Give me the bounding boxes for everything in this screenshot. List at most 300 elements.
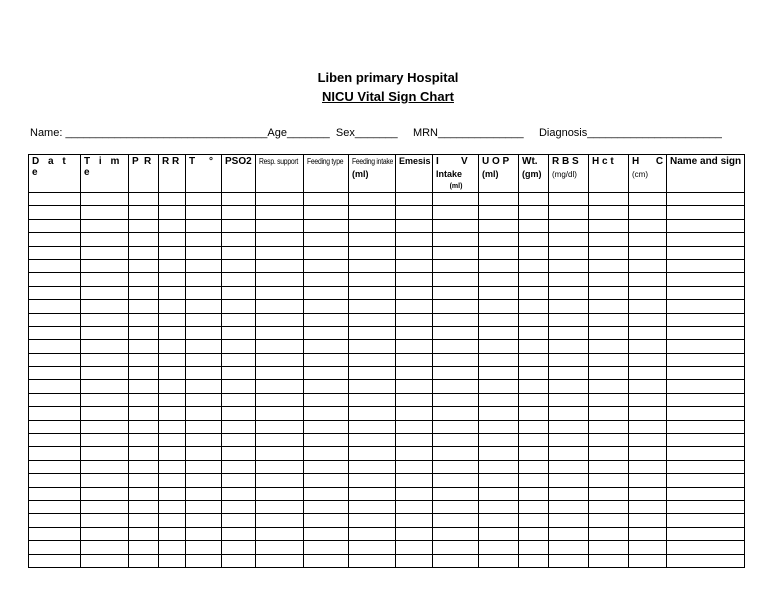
table-cell[interactable] [29,541,81,554]
table-cell[interactable] [396,340,433,353]
table-cell[interactable] [186,246,222,259]
table-cell[interactable] [304,514,349,527]
table-cell[interactable] [304,353,349,366]
table-cell[interactable] [629,514,667,527]
table-cell[interactable] [667,420,745,433]
table-cell[interactable] [222,273,256,286]
table-cell[interactable] [479,233,519,246]
table-cell[interactable] [589,259,629,272]
table-cell[interactable] [186,474,222,487]
table-cell[interactable] [81,353,129,366]
table-cell[interactable] [433,460,479,473]
table-cell[interactable] [549,434,589,447]
table-cell[interactable] [667,407,745,420]
table-cell[interactable] [629,286,667,299]
table-cell[interactable] [256,527,304,540]
table-cell[interactable] [433,434,479,447]
table-cell[interactable] [222,541,256,554]
table-cell[interactable] [433,206,479,219]
table-cell[interactable] [159,300,186,313]
table-cell[interactable] [589,474,629,487]
table-cell[interactable] [29,420,81,433]
table-cell[interactable] [222,420,256,433]
table-cell[interactable] [433,340,479,353]
table-cell[interactable] [256,286,304,299]
table-cell[interactable] [304,541,349,554]
table-cell[interactable] [479,487,519,500]
table-cell[interactable] [129,206,159,219]
table-cell[interactable] [159,340,186,353]
table-cell[interactable] [629,273,667,286]
table-cell[interactable] [396,447,433,460]
table-cell[interactable] [549,474,589,487]
table-cell[interactable] [349,420,396,433]
table-cell[interactable] [519,474,549,487]
table-cell[interactable] [433,353,479,366]
table-cell[interactable] [159,474,186,487]
table-cell[interactable] [129,393,159,406]
table-cell[interactable] [667,233,745,246]
table-cell[interactable] [549,554,589,567]
table-cell[interactable] [479,420,519,433]
table-cell[interactable] [589,380,629,393]
table-cell[interactable] [479,407,519,420]
table-cell[interactable] [349,474,396,487]
table-cell[interactable] [549,393,589,406]
table-cell[interactable] [479,460,519,473]
table-cell[interactable] [667,246,745,259]
table-cell[interactable] [629,367,667,380]
table-cell[interactable] [159,407,186,420]
table-cell[interactable] [186,326,222,339]
table-cell[interactable] [667,554,745,567]
table-cell[interactable] [479,313,519,326]
sex-field[interactable]: _______ [354,127,398,139]
table-cell[interactable] [349,380,396,393]
table-cell[interactable] [519,541,549,554]
table-cell[interactable] [519,246,549,259]
table-cell[interactable] [479,527,519,540]
table-cell[interactable] [349,340,396,353]
table-cell[interactable] [667,393,745,406]
table-cell[interactable] [519,367,549,380]
table-cell[interactable] [349,246,396,259]
table-cell[interactable] [186,434,222,447]
table-cell[interactable] [667,259,745,272]
table-cell[interactable] [186,500,222,513]
table-cell[interactable] [629,326,667,339]
table-cell[interactable] [304,219,349,232]
table-cell[interactable] [349,367,396,380]
table-cell[interactable] [29,514,81,527]
table-cell[interactable] [667,219,745,232]
table-cell[interactable] [519,487,549,500]
table-cell[interactable] [349,487,396,500]
table-cell[interactable] [396,527,433,540]
table-cell[interactable] [256,259,304,272]
table-cell[interactable] [186,259,222,272]
table-cell[interactable] [629,474,667,487]
table-cell[interactable] [519,514,549,527]
table-cell[interactable] [304,340,349,353]
table-cell[interactable] [159,313,186,326]
table-cell[interactable] [396,246,433,259]
table-cell[interactable] [519,206,549,219]
table-cell[interactable] [667,434,745,447]
table-cell[interactable] [256,340,304,353]
table-cell[interactable] [129,300,159,313]
table-cell[interactable] [129,447,159,460]
table-cell[interactable] [81,300,129,313]
table-cell[interactable] [129,353,159,366]
table-cell[interactable] [186,219,222,232]
table-cell[interactable] [629,447,667,460]
table-cell[interactable] [629,313,667,326]
table-cell[interactable] [589,554,629,567]
table-cell[interactable] [222,233,256,246]
table-cell[interactable] [519,420,549,433]
table-cell[interactable] [186,380,222,393]
table-cell[interactable] [186,420,222,433]
table-cell[interactable] [81,313,129,326]
table-cell[interactable] [159,500,186,513]
table-cell[interactable] [589,541,629,554]
table-cell[interactable] [589,313,629,326]
table-cell[interactable] [549,514,589,527]
table-cell[interactable] [129,487,159,500]
table-cell[interactable] [159,434,186,447]
table-cell[interactable] [29,353,81,366]
table-cell[interactable] [159,193,186,206]
table-cell[interactable] [304,500,349,513]
table-cell[interactable] [396,326,433,339]
table-cell[interactable] [479,286,519,299]
table-cell[interactable] [29,487,81,500]
table-cell[interactable] [433,193,479,206]
table-cell[interactable] [479,434,519,447]
table-cell[interactable] [222,514,256,527]
table-cell[interactable] [589,367,629,380]
table-cell[interactable] [519,527,549,540]
table-cell[interactable] [349,326,396,339]
table-cell[interactable] [304,326,349,339]
table-cell[interactable] [222,380,256,393]
table-cell[interactable] [159,233,186,246]
table-cell[interactable] [589,326,629,339]
table-cell[interactable] [349,434,396,447]
table-cell[interactable] [589,193,629,206]
table-cell[interactable] [349,193,396,206]
table-cell[interactable] [222,460,256,473]
table-cell[interactable] [159,353,186,366]
table-cell[interactable] [159,393,186,406]
table-cell[interactable] [667,527,745,540]
table-cell[interactable] [129,233,159,246]
table-cell[interactable] [304,474,349,487]
table-cell[interactable] [549,286,589,299]
table-cell[interactable] [396,193,433,206]
table-cell[interactable] [667,206,745,219]
table-cell[interactable] [29,407,81,420]
table-cell[interactable] [81,340,129,353]
name-field[interactable]: _________________________________ [62,127,268,139]
table-cell[interactable] [479,514,519,527]
table-cell[interactable] [81,500,129,513]
table-cell[interactable] [433,447,479,460]
table-cell[interactable] [479,474,519,487]
table-cell[interactable] [304,233,349,246]
table-cell[interactable] [256,447,304,460]
table-cell[interactable] [256,367,304,380]
age-field[interactable]: _______ [286,127,330,139]
table-cell[interactable] [519,434,549,447]
table-cell[interactable] [629,259,667,272]
table-cell[interactable] [81,407,129,420]
table-cell[interactable] [589,233,629,246]
table-cell[interactable] [304,487,349,500]
table-cell[interactable] [667,313,745,326]
table-cell[interactable] [433,527,479,540]
table-cell[interactable] [629,193,667,206]
table-cell[interactable] [519,407,549,420]
table-cell[interactable] [349,447,396,460]
table-cell[interactable] [629,527,667,540]
table-cell[interactable] [159,259,186,272]
table-cell[interactable] [222,434,256,447]
table-cell[interactable] [396,554,433,567]
table-cell[interactable] [81,420,129,433]
table-cell[interactable] [667,193,745,206]
table-cell[interactable] [304,300,349,313]
table-cell[interactable] [81,514,129,527]
table-cell[interactable] [29,219,81,232]
table-cell[interactable] [256,500,304,513]
table-cell[interactable] [159,487,186,500]
table-cell[interactable] [589,487,629,500]
table-cell[interactable] [589,286,629,299]
table-cell[interactable] [186,273,222,286]
table-cell[interactable] [479,219,519,232]
table-cell[interactable] [629,233,667,246]
table-cell[interactable] [549,246,589,259]
table-cell[interactable] [589,340,629,353]
table-cell[interactable] [549,460,589,473]
table-cell[interactable] [81,434,129,447]
table-cell[interactable] [349,514,396,527]
table-cell[interactable] [396,541,433,554]
table-cell[interactable] [519,340,549,353]
table-cell[interactable] [186,514,222,527]
table-cell[interactable] [667,380,745,393]
table-cell[interactable] [222,300,256,313]
mrn-field[interactable]: ______________ [438,127,524,139]
table-cell[interactable] [256,353,304,366]
table-cell[interactable] [81,206,129,219]
table-cell[interactable] [667,500,745,513]
table-cell[interactable] [159,273,186,286]
table-cell[interactable] [433,233,479,246]
table-cell[interactable] [222,447,256,460]
table-cell[interactable] [349,206,396,219]
table-cell[interactable] [396,487,433,500]
table-cell[interactable] [222,474,256,487]
table-cell[interactable] [396,206,433,219]
table-cell[interactable] [549,313,589,326]
table-cell[interactable] [519,313,549,326]
table-cell[interactable] [222,326,256,339]
table-cell[interactable] [186,541,222,554]
table-cell[interactable] [129,367,159,380]
table-cell[interactable] [629,219,667,232]
table-cell[interactable] [159,380,186,393]
table-cell[interactable] [81,554,129,567]
table-cell[interactable] [222,393,256,406]
table-cell[interactable] [349,286,396,299]
table-cell[interactable] [129,500,159,513]
table-cell[interactable] [256,380,304,393]
table-cell[interactable] [433,541,479,554]
table-cell[interactable] [667,326,745,339]
table-cell[interactable] [81,380,129,393]
table-cell[interactable] [129,554,159,567]
table-cell[interactable] [304,554,349,567]
table-cell[interactable] [129,514,159,527]
table-cell[interactable] [29,447,81,460]
table-cell[interactable] [629,380,667,393]
table-cell[interactable] [304,273,349,286]
table-cell[interactable] [667,474,745,487]
table-cell[interactable] [81,367,129,380]
table-cell[interactable] [519,259,549,272]
table-cell[interactable] [81,233,129,246]
table-cell[interactable] [433,380,479,393]
table-cell[interactable] [349,273,396,286]
table-cell[interactable] [433,246,479,259]
table-cell[interactable] [129,541,159,554]
table-cell[interactable] [589,300,629,313]
table-cell[interactable] [479,300,519,313]
table-cell[interactable] [81,474,129,487]
table-cell[interactable] [519,193,549,206]
table-cell[interactable] [256,313,304,326]
table-cell[interactable] [667,273,745,286]
table-cell[interactable] [256,554,304,567]
table-cell[interactable] [29,286,81,299]
table-cell[interactable] [479,246,519,259]
table-cell[interactable] [549,447,589,460]
table-cell[interactable] [396,407,433,420]
table-cell[interactable] [396,500,433,513]
table-cell[interactable] [349,219,396,232]
table-cell[interactable] [129,420,159,433]
diagnosis-field[interactable]: ______________________ [587,127,722,139]
table-cell[interactable] [479,447,519,460]
table-cell[interactable] [629,206,667,219]
table-cell[interactable] [29,434,81,447]
table-cell[interactable] [549,407,589,420]
table-cell[interactable] [589,246,629,259]
table-cell[interactable] [589,407,629,420]
table-cell[interactable] [433,273,479,286]
table-cell[interactable] [519,380,549,393]
table-cell[interactable] [519,273,549,286]
table-cell[interactable] [549,259,589,272]
table-cell[interactable] [519,300,549,313]
table-cell[interactable] [549,206,589,219]
table-cell[interactable] [256,206,304,219]
table-cell[interactable] [349,541,396,554]
table-cell[interactable] [589,500,629,513]
table-cell[interactable] [589,273,629,286]
table-cell[interactable] [667,300,745,313]
table-cell[interactable] [519,219,549,232]
table-cell[interactable] [396,393,433,406]
table-cell[interactable] [81,460,129,473]
table-cell[interactable] [549,487,589,500]
table-cell[interactable] [29,246,81,259]
table-cell[interactable] [433,514,479,527]
table-cell[interactable] [667,541,745,554]
table-cell[interactable] [222,554,256,567]
table-cell[interactable] [256,273,304,286]
table-cell[interactable] [589,206,629,219]
table-cell[interactable] [433,393,479,406]
table-cell[interactable] [129,259,159,272]
table-cell[interactable] [29,340,81,353]
table-cell[interactable] [589,393,629,406]
table-cell[interactable] [186,527,222,540]
table-cell[interactable] [349,500,396,513]
table-cell[interactable] [433,487,479,500]
table-cell[interactable] [396,233,433,246]
table-cell[interactable] [519,500,549,513]
table-cell[interactable] [29,273,81,286]
table-cell[interactable] [159,554,186,567]
table-cell[interactable] [256,460,304,473]
table-cell[interactable] [304,259,349,272]
table-cell[interactable] [433,474,479,487]
table-cell[interactable] [667,367,745,380]
table-cell[interactable] [433,420,479,433]
table-cell[interactable] [81,447,129,460]
table-cell[interactable] [129,219,159,232]
table-cell[interactable] [304,447,349,460]
table-cell[interactable] [256,300,304,313]
table-cell[interactable] [81,326,129,339]
table-cell[interactable] [186,206,222,219]
table-cell[interactable] [629,393,667,406]
table-cell[interactable] [433,219,479,232]
table-cell[interactable] [589,527,629,540]
table-cell[interactable] [479,340,519,353]
table-cell[interactable] [629,246,667,259]
table-cell[interactable] [629,554,667,567]
table-cell[interactable] [256,393,304,406]
table-cell[interactable] [256,407,304,420]
table-cell[interactable] [479,380,519,393]
table-cell[interactable] [349,527,396,540]
table-cell[interactable] [396,300,433,313]
table-cell[interactable] [519,233,549,246]
table-cell[interactable] [29,193,81,206]
table-cell[interactable] [222,286,256,299]
table-cell[interactable] [186,340,222,353]
table-cell[interactable] [159,206,186,219]
table-cell[interactable] [222,487,256,500]
table-cell[interactable] [589,434,629,447]
table-cell[interactable] [589,447,629,460]
table-cell[interactable] [186,353,222,366]
